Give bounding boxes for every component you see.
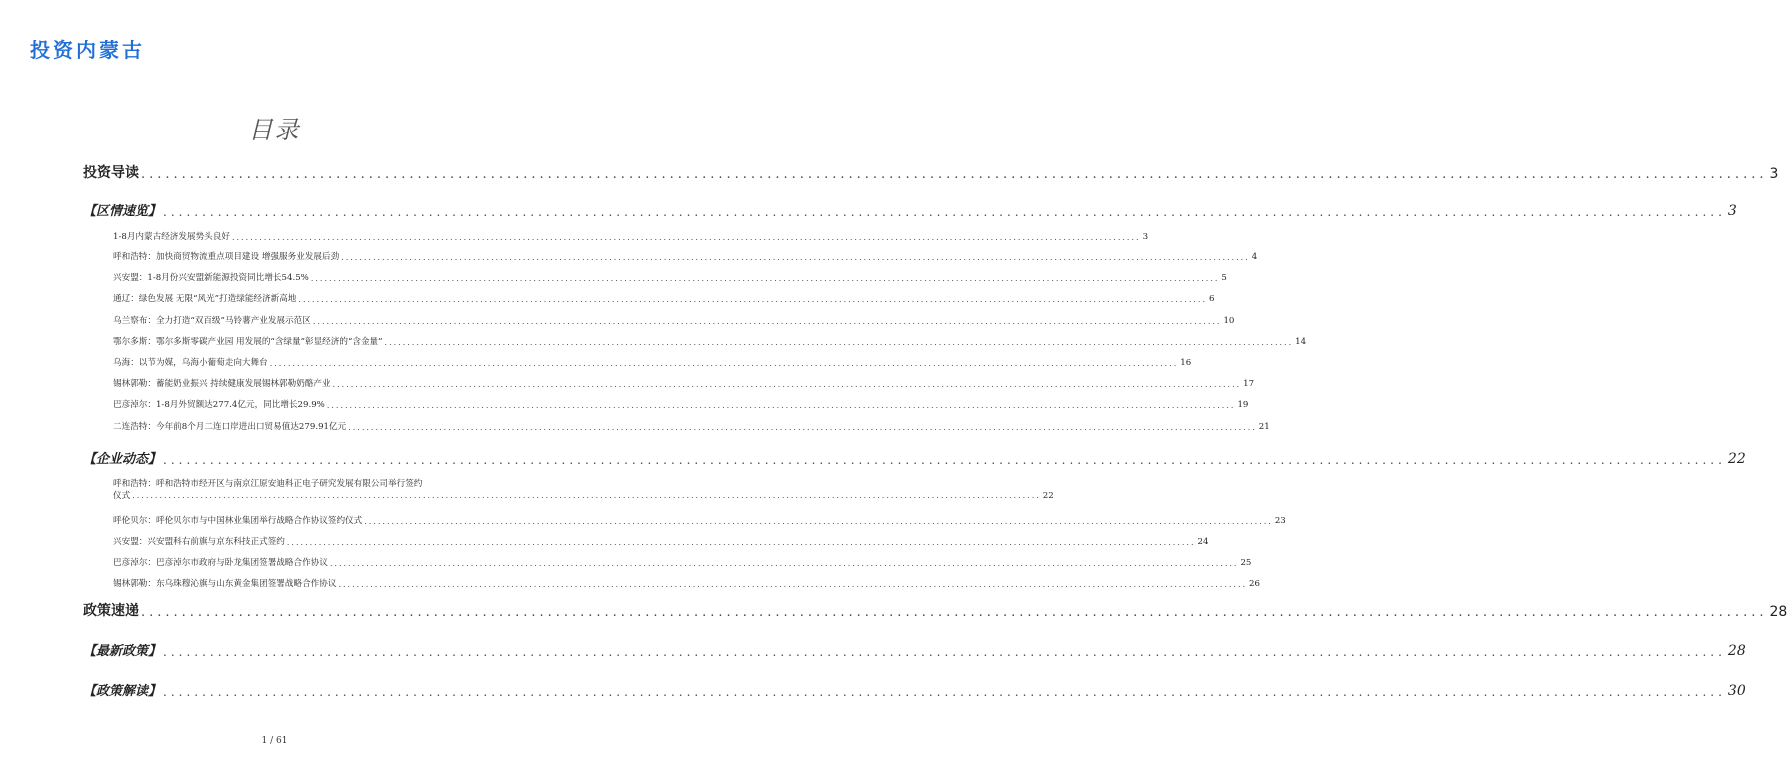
toc-page-number: 3 <box>1142 232 1149 242</box>
toc-entry-label: 【区情速览】 <box>83 204 162 219</box>
toc-leader-dots: ........................................................................................................................................................................................................ <box>141 605 1768 620</box>
toc-leader-dots: ........................................................................................................................................................................................................ <box>231 233 1141 242</box>
toc-entry[interactable] <box>113 556 1252 568</box>
toc-entry[interactable] <box>113 292 1215 304</box>
toc-leader-dots: ........................................................................................................................................................................................................ <box>141 167 1768 182</box>
toc-entry[interactable] <box>113 535 1209 547</box>
toc-entry[interactable] <box>113 335 1307 347</box>
toc-entry-label: 巴彦淖尔：巴彦淖尔市政府与卧龙集团签署战略合作协议 <box>113 558 328 568</box>
toc-page-number: 25 <box>1240 558 1252 568</box>
toc-leader-dots: ........................................................................................................................................................................................................ <box>163 645 1726 659</box>
toc-leader-dots: ........................................................................................................................................................................................................ <box>348 423 1257 432</box>
toc-entry[interactable] <box>113 271 1227 283</box>
toc-leader-dots: ........................................................................................................................................................................................................ <box>298 295 1207 304</box>
toc-page-number: 28 <box>1727 643 1746 659</box>
toc-entry-label: 巴彦淖尔：1-8月外贸额达277.4亿元，同比增长29.9% <box>113 400 325 410</box>
toc-page-number: 17 <box>1243 379 1255 389</box>
toc-leader-dots: ........................................................................................................................................................................................................ <box>132 491 1041 500</box>
toc-page-number: 22 <box>1727 451 1746 467</box>
toc-entry-label: 呼伦贝尔：呼伦贝尔市与中国林业集团举行战略合作协议签约仪式 <box>113 516 363 526</box>
toc-entry-label: 二连浩特：今年前8个月二连口岸进出口贸易值达279.91亿元 <box>113 422 347 432</box>
toc-page-number: 14 <box>1295 337 1307 347</box>
toc-leader-dots: ........................................................................................................................................................................................................ <box>163 453 1726 467</box>
toc-entry[interactable] <box>113 377 1255 389</box>
toc-entry-label: 【政策解读】 <box>83 684 162 699</box>
toc-entry-label: 乌海：以节为媒，乌海小葡萄走向大舞台 <box>113 358 268 368</box>
toc-page-number: 23 <box>1274 516 1286 526</box>
toc-entry-label: 兴安盟：兴安盟科右前旗与京东科技正式签约 <box>113 537 285 547</box>
toc-title: 目录 <box>248 116 301 144</box>
toc-leader-dots: ........................................................................................................................................................................................................ <box>312 317 1222 326</box>
toc-entry-label: 政策速递 <box>83 603 139 619</box>
toc-page-number: 3 <box>1769 166 1779 182</box>
toc-entry-label: 【企业动态】 <box>83 452 162 467</box>
brand-title: 投资内蒙古 <box>30 38 145 62</box>
toc-section[interactable] <box>83 200 1737 219</box>
toc-page-number: 28 <box>1769 604 1787 620</box>
toc-leader-dots: ........................................................................................................................................................................................................ <box>332 380 1242 389</box>
toc-page-number: 16 <box>1180 358 1192 368</box>
toc-entry[interactable] <box>113 420 1270 432</box>
toc-page-number: 5 <box>1221 273 1227 283</box>
toc-page-number: 3 <box>1727 203 1737 219</box>
toc-leader-dots: ........................................................................................................................................................................................................ <box>341 253 1250 262</box>
toc-page-number: 24 <box>1197 537 1209 547</box>
toc-entry[interactable] <box>113 514 1286 526</box>
toc-leader-dots: ........................................................................................................................................................................................................ <box>269 359 1179 368</box>
toc-entry[interactable] <box>113 314 1235 326</box>
toc-entry-label-continued: 仪式 <box>113 491 131 501</box>
toc-entry-label: 通辽：绿色发展 无限“风光”打造绿能经济新高地 <box>113 294 297 304</box>
toc-entry[interactable] <box>113 577 1260 589</box>
page-indicator: 1 / 61 <box>261 736 288 746</box>
toc-page-number: 22 <box>1042 491 1054 501</box>
toc-page-number: 10 <box>1223 316 1235 326</box>
toc-page-number: 4 <box>1251 252 1258 262</box>
toc-entry-label: 1-8月内蒙古经济发展势头良好 <box>113 232 230 242</box>
toc-entry-label: 鄂尔多斯：鄂尔多斯零碳产业园 用发展的“含绿量”彰显经济的“含金量” <box>113 337 383 347</box>
toc-entry-label: 呼和浩特：加快商贸物流重点项目建设 增强服务业发展后劲 <box>113 252 340 262</box>
toc-leader-dots: ........................................................................................................................................................................................................ <box>384 338 1294 347</box>
toc-page-number: 30 <box>1727 683 1746 699</box>
toc-leader-dots: ........................................................................................................................................................................................................ <box>326 401 1236 410</box>
toc-entry-label: 【最新政策】 <box>83 644 162 659</box>
toc-entry-label: 呼和浩特：呼和浩特市经开区与南京江原安迪科正电子研究发展有限公司举行签约 <box>113 479 423 489</box>
toc-leader-dots: ........................................................................................................................................................................................................ <box>163 205 1726 219</box>
toc-section[interactable] <box>83 680 1746 699</box>
toc-entry[interactable] <box>113 398 1249 410</box>
toc-leader-dots: ........................................................................................................................................................................................................ <box>329 559 1239 568</box>
toc-entry[interactable] <box>113 230 1149 242</box>
toc-chapter[interactable] <box>83 600 1787 620</box>
toc-leader-dots: ........................................................................................................................................................................................................ <box>364 517 1273 526</box>
toc-section[interactable] <box>83 640 1746 659</box>
toc-leader-dots: ........................................................................................................................................................................................................ <box>286 538 1196 547</box>
toc-entry[interactable] <box>113 478 1054 502</box>
toc-entry-label: 乌兰察布：全力打造“双百级”马铃薯产业发展示范区 <box>113 316 311 326</box>
toc-entry-label: 锡林郭勒：蓄能奶业振兴 持续健康发展锡林郭勒奶酪产业 <box>113 379 331 389</box>
toc-page-number: 26 <box>1249 579 1260 589</box>
toc-leader-dots: ........................................................................................................................................................................................................ <box>310 274 1220 283</box>
toc-entry-label: 兴安盟：1-8月份兴安盟新能源投资同比增长54.5% <box>113 273 309 283</box>
toc-page-number: 21 <box>1258 422 1270 432</box>
toc-entry[interactable] <box>113 250 1258 262</box>
toc-entry-label: 锡林郭勒：东乌珠穆沁旗与山东黄金集团签署战略合作协议 <box>113 579 337 589</box>
toc-chapter[interactable] <box>83 162 1779 182</box>
toc-page-number: 6 <box>1209 294 1215 304</box>
toc-leader-dots: ........................................................................................................................................................................................................ <box>338 580 1248 589</box>
toc-page-number: 19 <box>1237 400 1249 410</box>
toc-section[interactable] <box>83 448 1746 467</box>
toc-leader-dots: ........................................................................................................................................................................................................ <box>163 685 1726 699</box>
toc-entry[interactable] <box>113 356 1192 368</box>
toc-entry-label: 投资导读 <box>83 165 139 181</box>
